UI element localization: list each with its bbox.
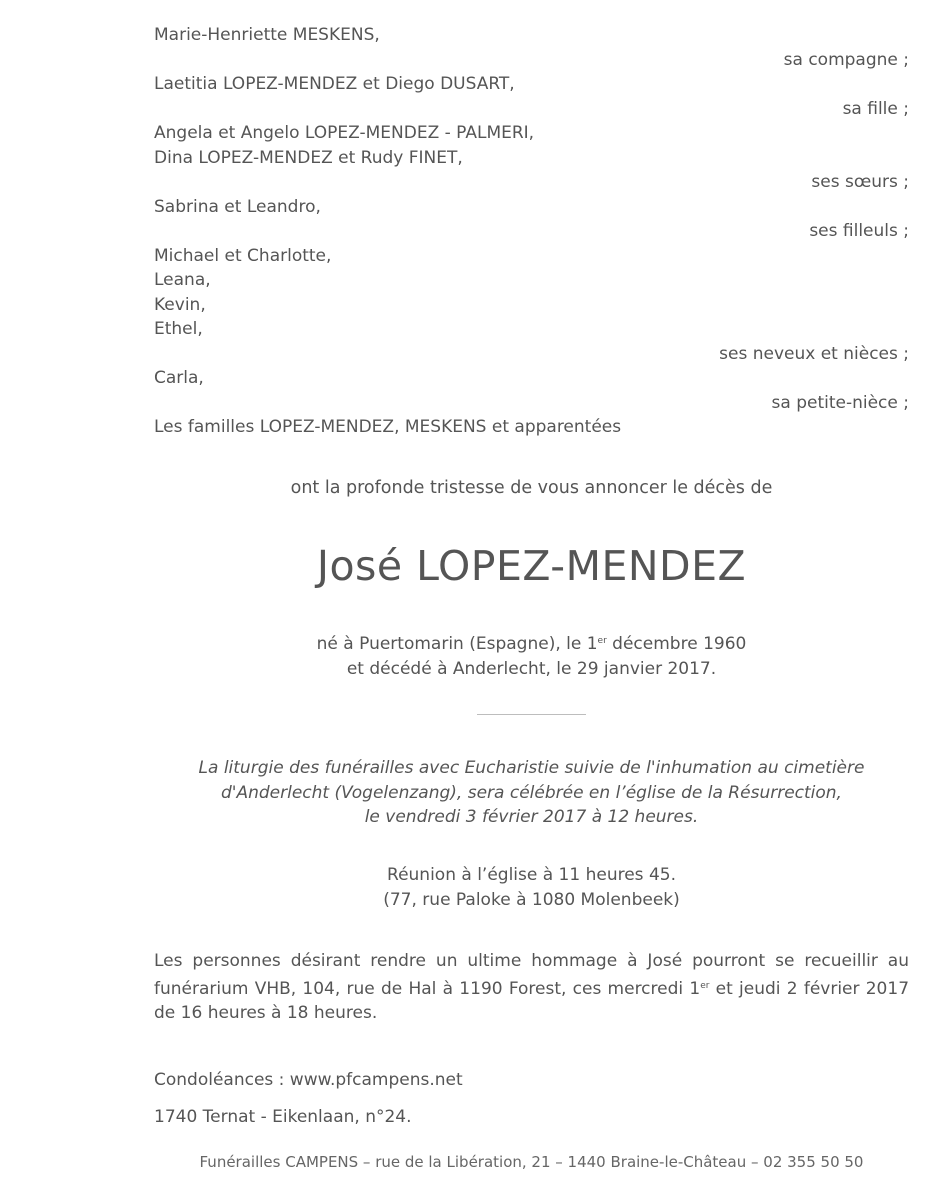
family-address: 1740 Ternat - Eikenlaan, n°24. — [154, 1107, 412, 1127]
liturgy-line: La liturgie des funérailles avec Eucharistie suivie de l'inhumation au cimetière — [198, 758, 865, 778]
visit-text: Les personnes désirant rendre un ultime hommage à José pourront se recueillir au funérarium VHB, 104, rue de Hal à 1190 Forest, ces mercredi 1 — [154, 951, 909, 999]
liturgy-info — [154, 756, 909, 830]
family-member: Les familles LOPEZ-MENDEZ, MESKENS et apparentées — [154, 417, 622, 437]
funeral-home-footer — [0, 1153, 947, 1171]
condolences-link[interactable]: Condoléances : www.pfcampens.net — [154, 1070, 463, 1090]
reunion-line: Réunion à l’église à 11 heures 45. — [387, 865, 676, 885]
reunion-address: (77, rue Paloke à 1080 Molenbeek) — [383, 889, 680, 910]
birth-suffix: décembre 1960 — [606, 634, 747, 654]
relation-label: sa fille ; — [842, 98, 909, 119]
liturgy-line: d'Anderlecht (Vogelenzang), sera célébrée en l’église de la Résurrection, — [221, 782, 842, 803]
ordinal-suffix: er — [700, 980, 710, 991]
family-member: Marie-Henriette MESKENS, — [154, 25, 380, 45]
visitation-info — [154, 949, 909, 1026]
deceased-name: José LOPEZ-MENDEZ — [316, 542, 747, 590]
family-member: Dina LOPEZ-MENDEZ et Rudy FINET, — [154, 147, 463, 168]
family-member: Ethel, — [154, 319, 203, 339]
birth-death-info — [154, 629, 909, 681]
family-member: Leana, — [154, 270, 211, 290]
family-list — [154, 23, 909, 440]
death-line: et décédé à Anderlecht, le 29 janvier 2017. — [346, 658, 717, 679]
birth-prefix: né à Puertomarin (Espagne), le 1 — [316, 634, 598, 654]
footer-text: Funérailles CAMPENS – rue de la Libération, 21 – 1440 Braine-le-Château – 02 355 50 50 — [199, 1153, 864, 1171]
relation-label: sa compagne ; — [783, 49, 909, 70]
relation-label: ses sœurs ; — [811, 172, 909, 192]
family-member: Carla, — [154, 368, 204, 388]
visit-text-end: et jeudi 2 février 2017 de 16 heures à 18 heures. — [154, 978, 910, 1023]
family-member: Angela et Angelo LOPEZ-MENDEZ - PALMERI, — [154, 123, 535, 143]
family-member: Kevin, — [154, 294, 206, 315]
family-member: Laetitia LOPEZ-MENDEZ et Diego DUSART, — [154, 74, 515, 94]
family-member: Sabrina et Leandro, — [154, 196, 321, 217]
birth-line — [154, 629, 909, 657]
ordinal-suffix: er — [597, 636, 607, 646]
divider — [477, 714, 586, 715]
relation-label: sa petite-nièce ; — [771, 392, 909, 413]
relation-label: ses neveux et nièces ; — [719, 343, 909, 364]
reunion-info — [154, 863, 909, 912]
liturgy-line: le vendredi 3 février 2017 à 12 heures. — [364, 807, 699, 827]
family-member: Michael et Charlotte, — [154, 245, 332, 266]
relation-label: ses filleuls ; — [809, 221, 909, 241]
announcement-text: ont la profonde tristesse de vous annoncer le décès de — [290, 478, 773, 498]
